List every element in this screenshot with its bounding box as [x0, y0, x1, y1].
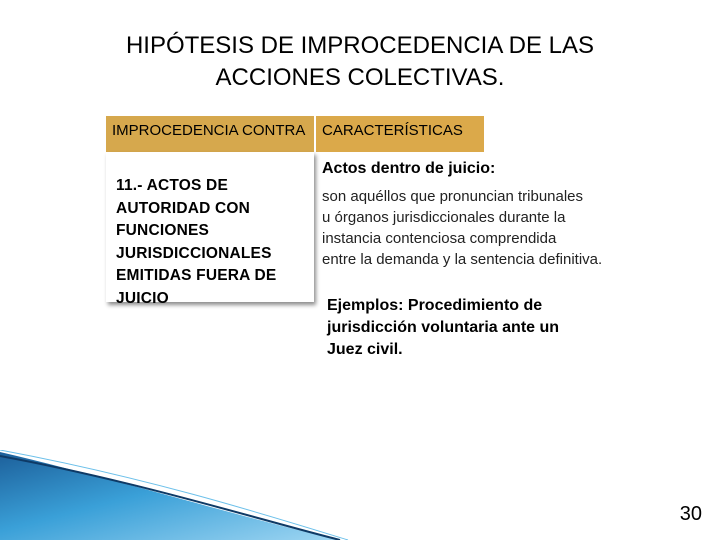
left-line-2: AUTORIDAD CON	[116, 199, 251, 217]
left-line-4: JURISDICCIONALES	[116, 244, 272, 262]
right-heading: Actos dentro de juicio:	[322, 160, 496, 177]
title-line-1: HIPÓTESIS DE IMPROCEDENCIA DE LAS	[125, 32, 595, 59]
left-cell-text	[116, 175, 316, 310]
title-line-2: ACCIONES COLECTIVAS.	[215, 64, 505, 91]
left-line-1: 11.- ACTOS DE	[116, 177, 228, 194]
decorative-blue-wave	[0, 450, 720, 540]
left-line-3: FUNCIONES	[116, 222, 210, 239]
right-line-2: u órganos jurisdiccionales durante la	[322, 209, 566, 226]
example-line-3: Juez civil.	[327, 341, 403, 358]
slide-title	[60, 30, 660, 94]
left-line-5: EMITIDAS FUERA DE	[116, 267, 277, 284]
right-line-4: entre la demanda y la sentencia definitiva.	[322, 251, 603, 268]
header-improcedencia: IMPROCEDENCIA CONTRA	[106, 116, 314, 152]
right-body	[322, 186, 602, 270]
left-line-6: JUICIO	[116, 289, 169, 307]
example-text	[327, 295, 559, 361]
example-line-1: Ejemplos: Procedimiento de	[327, 297, 543, 314]
header-caracteristicas: CARACTERÍSTICAS	[314, 116, 484, 152]
example-line-2: jurisdicción voluntaria ante un	[327, 319, 560, 336]
right-line-3: instancia contenciosa comprendida	[322, 230, 557, 247]
right-line-1: son aquéllos que pronuncian tribunales	[322, 188, 584, 205]
page-number: 30	[679, 503, 702, 525]
